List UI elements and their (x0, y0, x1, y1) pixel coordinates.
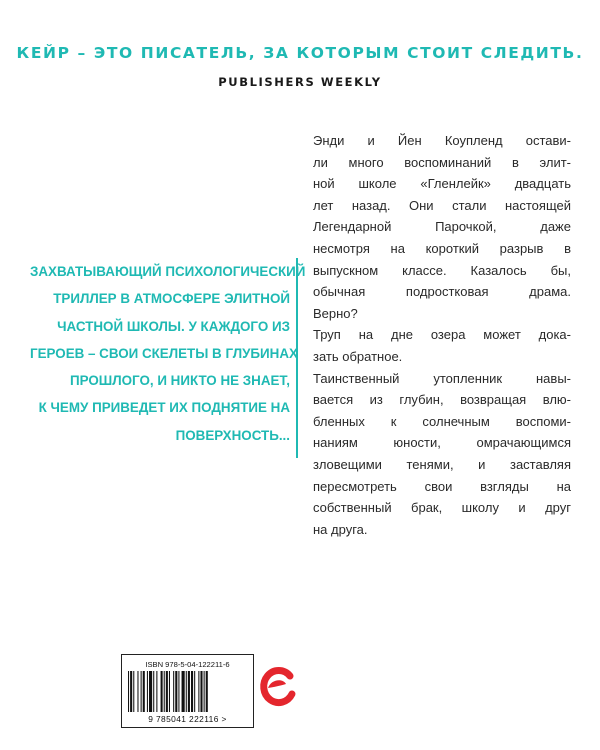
tagline-line: ГЕРОЕВ – СВОИ СКЕЛЕТЫ В ГЛУБИНАХ (30, 345, 298, 361)
blurb-line: Энди и Йен Коупленд остави- (313, 133, 571, 148)
blurb-line: зловещими тенями, и заставляя (313, 456, 571, 472)
blurb-line: ной школе «Гленлейк» двадцать (313, 176, 571, 192)
blurb-line: Легендарной Парочкой, даже (313, 219, 571, 235)
barcode-bar (194, 671, 195, 712)
blurb-line: лет назад. Они стали настоящей (313, 197, 571, 213)
tagline-line: К ЧЕМУ ПРИВЕДЕТ ИХ ПОДНЯТИЕ НА (38, 400, 290, 416)
blurb-line: обычная подростковая драма. (313, 284, 571, 300)
tagline-line: ТРИЛЛЕР В АТМОСФЕРЕ ЭЛИТНОЙ (53, 291, 290, 307)
tagline-line: ПРОШЛОГО, И НИКТО НЕ ЗНАЕТ, (69, 373, 290, 389)
blurb-line: бленных к солнечным воспоми- (313, 413, 571, 429)
blurb-line: Верно? (313, 305, 358, 321)
barcode-bar (128, 671, 129, 712)
tagline-block (30, 258, 306, 458)
eksmo-logo-icon (257, 664, 299, 708)
blurb-line: зать обратное. (313, 348, 403, 364)
barcode-bar (182, 671, 185, 712)
tagline-line: ЗАХВАТЫВАЮЩИЙ ПСИХОЛОГИЧЕСКИЙ (30, 264, 306, 279)
barcode-bar (191, 671, 193, 712)
blurb-line: на друга. (313, 521, 368, 537)
blurb-line: выпускном классе. Казалось бы, (313, 262, 571, 278)
barcode-bar (161, 671, 163, 712)
barcode-bar (164, 671, 165, 712)
barcode-bar (173, 671, 174, 712)
barcode-bar (169, 671, 170, 712)
barcode-bar (178, 671, 179, 712)
barcode-bar (200, 671, 202, 712)
barcode-bar (137, 671, 138, 712)
barcode-bar (198, 671, 199, 712)
tagline-line: ПОВЕРХНОСТЬ... (175, 427, 290, 443)
tagline-line: ЧАСТНОЙ ШКОЛЫ. У КАЖДОГО ИЗ (57, 318, 290, 334)
barcode-bar (130, 671, 132, 712)
barcode-bar (153, 671, 154, 712)
barcode-bar (204, 671, 205, 712)
blurb-line: ли много воспоминаний в элит- (313, 154, 571, 170)
blurb-line: вается из глубин, возвращая влю- (313, 392, 571, 408)
barcode-bar (166, 671, 168, 712)
blurb-line: наниям юности, омрачающимся (313, 435, 571, 451)
barcode-bar (149, 671, 152, 712)
barcode-bars (128, 671, 247, 712)
barcode-bar (156, 671, 157, 712)
header-quote: КЕЙР – ЭТО ПИСАТЕЛЬ, ЗА КОТОРЫМ СТОИТ СЛЕДИТЬ. (16, 44, 584, 62)
blurb-line: Таинственный утопленник навы- (313, 370, 571, 386)
blurb-line: собственный брак, школу и друг (313, 500, 571, 516)
barcode-bar (133, 671, 134, 712)
barcode-bar (186, 671, 187, 712)
barcode-bar (188, 671, 190, 712)
barcode-bar (147, 671, 148, 712)
barcode-number: 9 785041 222116 > (148, 714, 227, 724)
blurb-text (313, 130, 571, 540)
barcode-bar (206, 671, 208, 712)
blurb-line: несмотря на короткий разрыв в (313, 240, 571, 256)
isbn-label: ISBN 978-5-04-122211-6 (145, 660, 230, 669)
blurb-line: пересмотреть свои взгляды на (313, 478, 571, 494)
barcode-bar (141, 671, 142, 712)
quote-source: PUBLISHERS WEEKLY (218, 75, 382, 89)
barcode-bar (175, 671, 177, 712)
barcode (121, 654, 254, 728)
barcode-bar (143, 671, 145, 712)
blurb-line: Труп на дне озера может дока- (313, 327, 571, 343)
